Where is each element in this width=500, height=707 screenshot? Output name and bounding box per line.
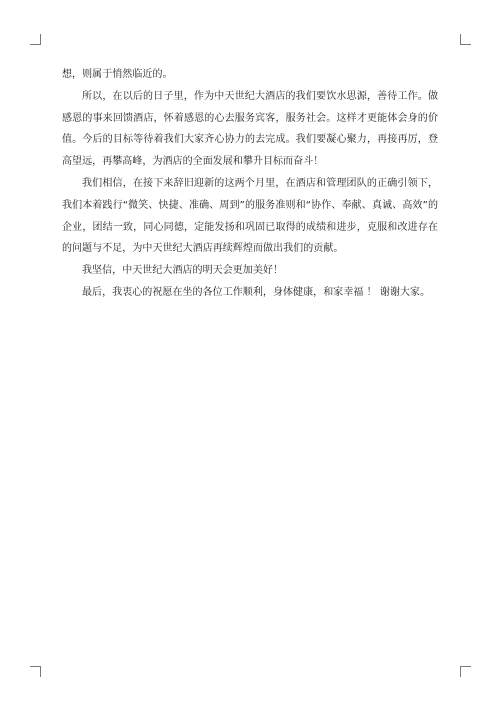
document-body (62, 64, 438, 304)
paragraph-confidence: 我坚信，中天世纪大酒店的明天会更加美好！ (82, 265, 283, 277)
crop-mark-top-right (460, 34, 471, 45)
paragraph-belief: 我们相信，在接下来辞旧迎新的这两个月里，在酒店和管理团队的正确引领下，我们本着践行“微笑、快捷、准确、周到”的服务准则和“协作、奉献、真诚、高效”的企业，团结一致，同心同德，定能发扬和巩固已取得的成绩和进步，克服和改进存在的问题与不足，为中天世纪大酒店再续辉煌而做出我们的贡献。 (62, 177, 438, 255)
crop-mark-top-left (30, 34, 41, 45)
crop-mark-bottom-left (30, 666, 41, 677)
paragraph-continuation: 想，则属于悄然临近的。 (62, 69, 173, 80)
paragraph-gratitude: 所以，在以后的日子里，作为中天世纪大酒店的我们要饮水思源，善待工作。做感恩的事来回馈酒店，怀着感恩的心去服务宾客，服务社会。这样才更能体会身的价值。今后的目标等待着我们大家齐心协力的去完成。我们要凝心聚力，再接再厉，登高望远，再攀高峰，为酒店的全面发展和攀升目标而奋斗！ (62, 90, 438, 168)
paragraph-closing: 最后，我衷心的祝愿在坐的各位工作顺利，身体健康，和家幸福 ！ 谢谢大家。 (82, 286, 431, 298)
crop-mark-bottom-right (460, 666, 471, 677)
